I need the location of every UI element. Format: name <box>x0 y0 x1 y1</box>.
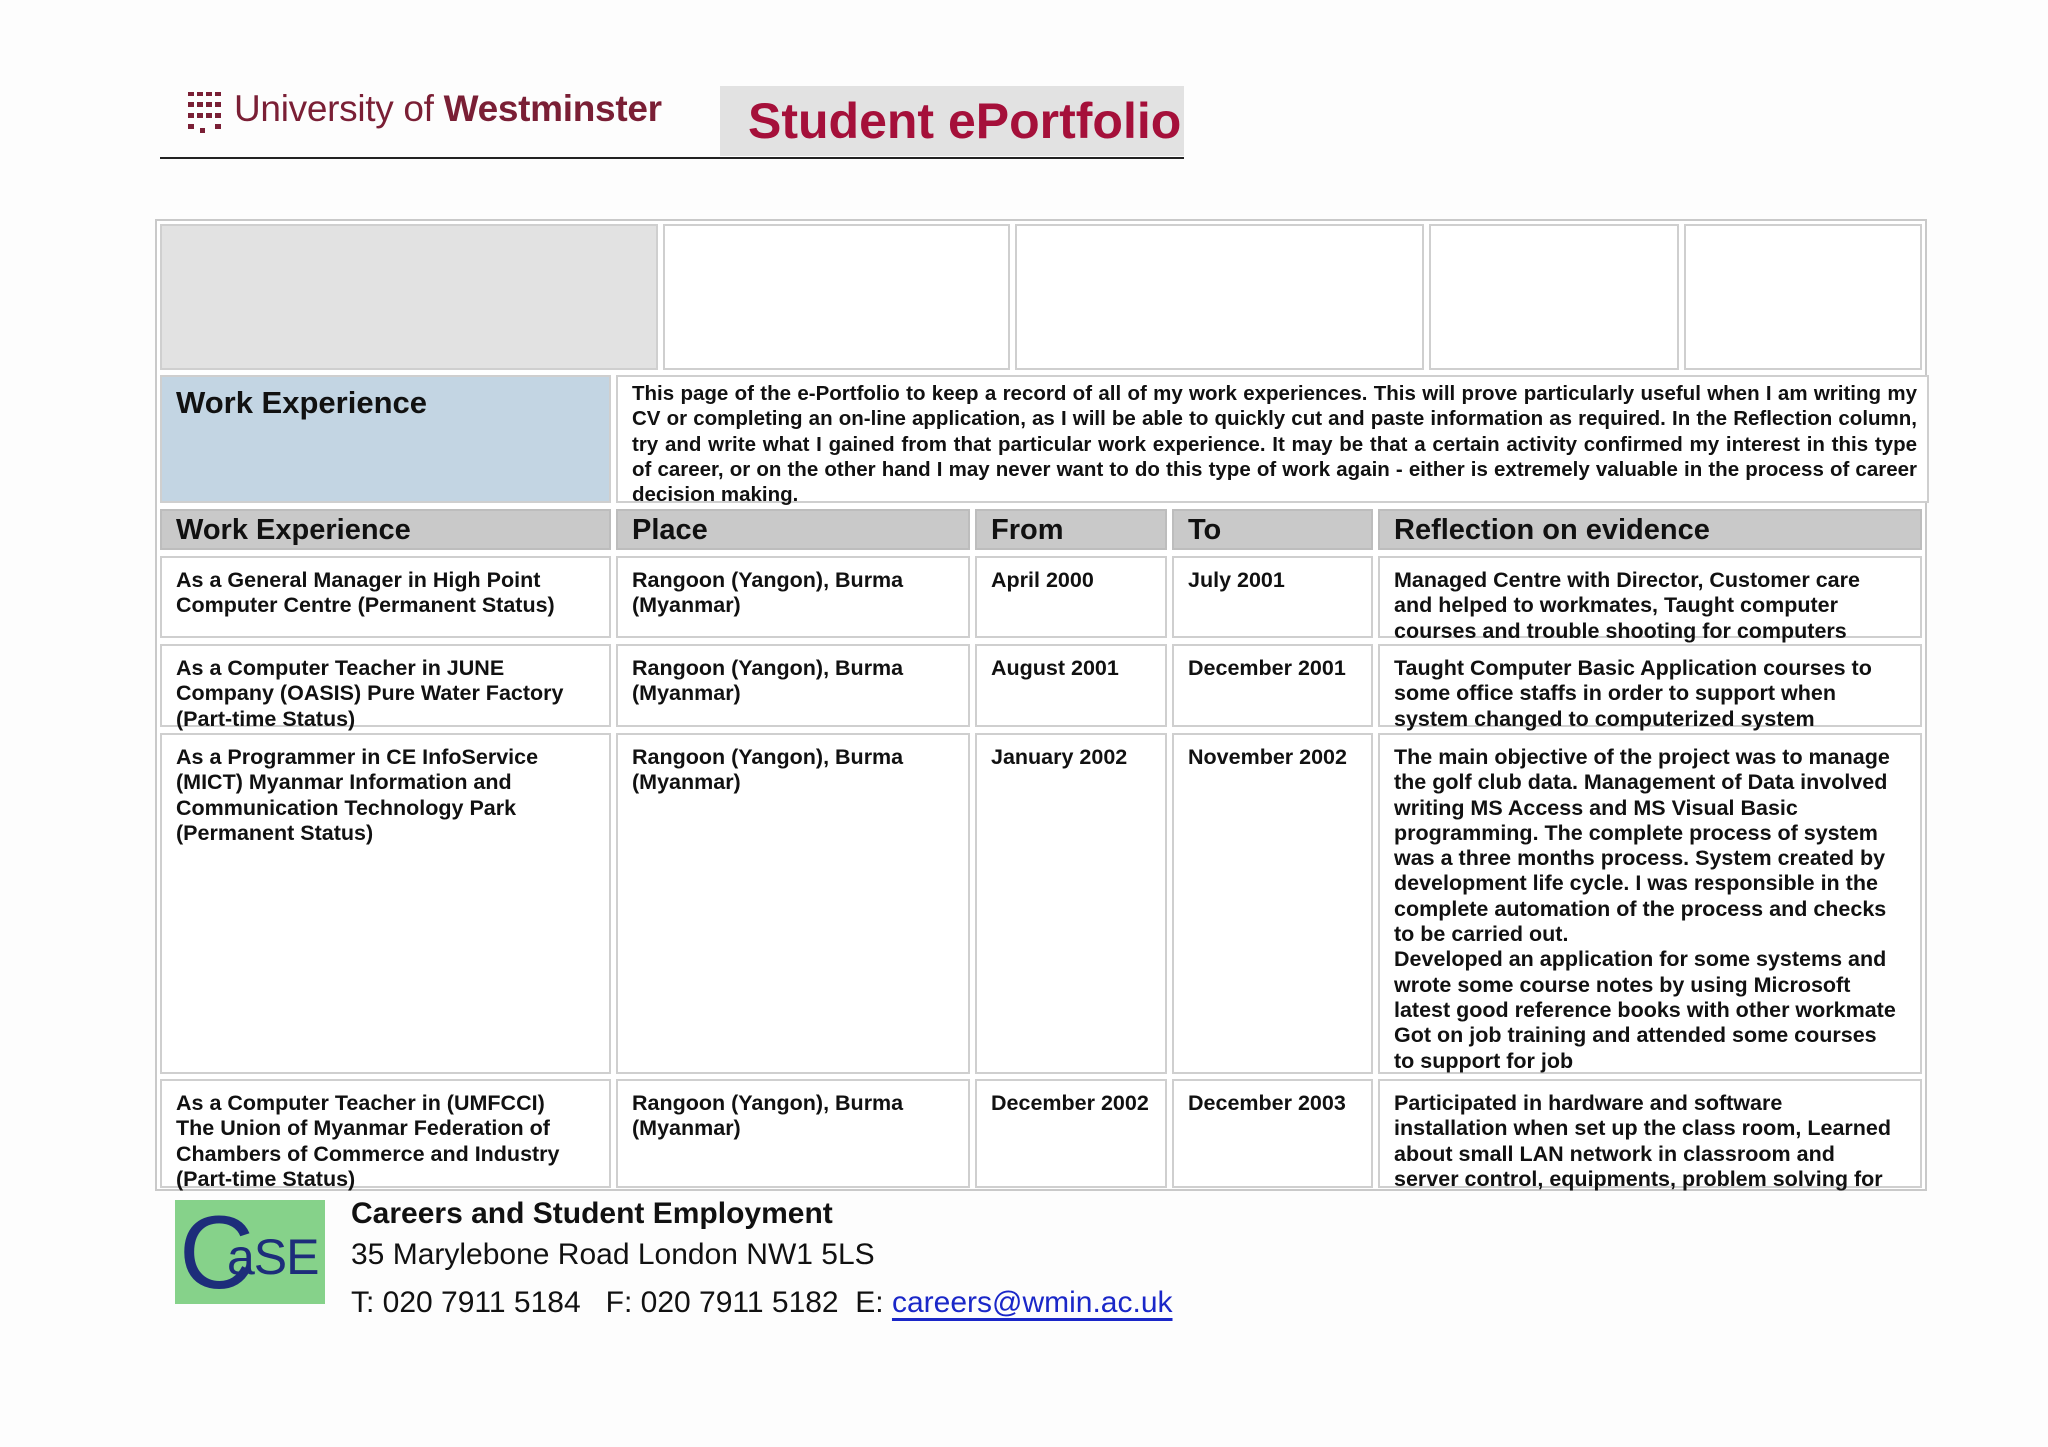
empty-cell <box>1684 224 1922 370</box>
table-row-4-experience: As a Computer Teacher in (UMFCCI) The Union of Myanmar Federation of Chambers of Commerce and Industry (Part-time Status) <box>160 1079 611 1188</box>
table-row-3-place: Rangoon (Yangon), Burma (Myanmar) <box>616 733 970 1074</box>
column-header-reflection: Reflection on evidence <box>1378 509 1922 550</box>
footer-title: Careers and Student Employment <box>351 1197 833 1230</box>
intro-text: This page of the e-Portfolio to keep a record of all of my work experiences. This will prove particularly useful when I am writing my CV or completing an on-line application, as I will be able to quickly cut and paste information as required. In the Reflection column, try and write what I gained from that particular work experience. It may be that a certain activity confirmed my interest in this type of career, or on the other hand I may never want to do this type of work again - either is extremely valuable in the process of career decision making. <box>632 382 1917 507</box>
column-header-to: To <box>1172 509 1373 550</box>
footer-email-link[interactable]: careers@wmin.ac.uk <box>891 1286 1173 1319</box>
university-crest-icon <box>186 92 222 136</box>
table-row-3-to: November 2002 <box>1172 733 1373 1074</box>
empty-cell <box>1429 224 1679 370</box>
intro-heading-cell <box>160 375 611 503</box>
column-header-place: Place <box>616 509 970 550</box>
table-row-2-experience: As a Computer Teacher in JUNE Company (OASIS) Pure Water Factory (Part-time Status) <box>160 644 611 727</box>
table-row-3-reflection: The main objective of the project was to manage the golf club data. Management of Data involved writing MS Access and MS Visual Basic programming. The complete process of system was a three months process. System created by development life cycle. I was responsible in the complete automation of the process and checks to be carried out. Developed an application for some systems and wrote some course notes by using Microsoft latest good reference books with other workmate Got on job training and attended some courses to support for job <box>1378 733 1922 1074</box>
table-row-4-from: December 2002 <box>975 1079 1167 1188</box>
table-row-1-from: April 2000 <box>975 556 1167 638</box>
intro-text-cell <box>616 375 1929 507</box>
table-row-3-from: January 2002 <box>975 733 1167 1074</box>
table-row-1-place: Rangoon (Yangon), Burma (Myanmar) <box>616 556 970 638</box>
case-logo: C aSE <box>175 1200 325 1304</box>
table-row-4-to: December 2003 <box>1172 1079 1373 1188</box>
table-row-1-to: July 2001 <box>1172 556 1373 638</box>
table-row-1-reflection: Managed Centre with Director, Customer care and helped to workmates, Taught computer courses and trouble shooting for computers <box>1378 556 1922 638</box>
empty-cell <box>663 224 1010 370</box>
page-title-box <box>720 86 1184 156</box>
table-row-2-reflection: Taught Computer Basic Application courses to some office staffs in order to support when system changed to computerized system <box>1378 644 1922 727</box>
table-row-2-to: December 2001 <box>1172 644 1373 727</box>
footer-address: 35 Marylebone Road London NW1 5LS <box>351 1238 875 1271</box>
table-row-4-place: Rangoon (Yangon), Burma (Myanmar) <box>616 1079 970 1188</box>
table-row-2-place: Rangoon (Yangon), Burma (Myanmar) <box>616 644 970 727</box>
university-logo <box>186 88 662 144</box>
column-header-experience: Work Experience <box>160 509 611 550</box>
footer-contact <box>351 1286 1173 1320</box>
university-logo-text: University of Westminster <box>234 88 662 129</box>
table-row-3-experience: As a Programmer in CE InfoService (MICT) Myanmar Information and Communication Technology Park (Permanent Status) <box>160 733 611 1074</box>
table-row-4-reflection: Participated in hardware and software installation when set up the class room, Learned about small LAN network in classroom and server control, equipments, problem solving for <box>1378 1079 1922 1188</box>
table-row-1-experience: As a General Manager in High Point Computer Centre (Permanent Status) <box>160 556 611 638</box>
empty-cell-grey <box>160 224 658 370</box>
header-divider <box>160 157 1184 159</box>
footer-phone: T: 020 7911 5184 F: 020 7911 5182 E: <box>351 1286 892 1319</box>
empty-cell <box>1015 224 1424 370</box>
intro-heading: Work Experience <box>176 385 427 420</box>
column-header-from: From <box>975 509 1167 550</box>
table-row-2-from: August 2001 <box>975 644 1167 727</box>
page-title: Student ePortfolio <box>748 93 1182 149</box>
